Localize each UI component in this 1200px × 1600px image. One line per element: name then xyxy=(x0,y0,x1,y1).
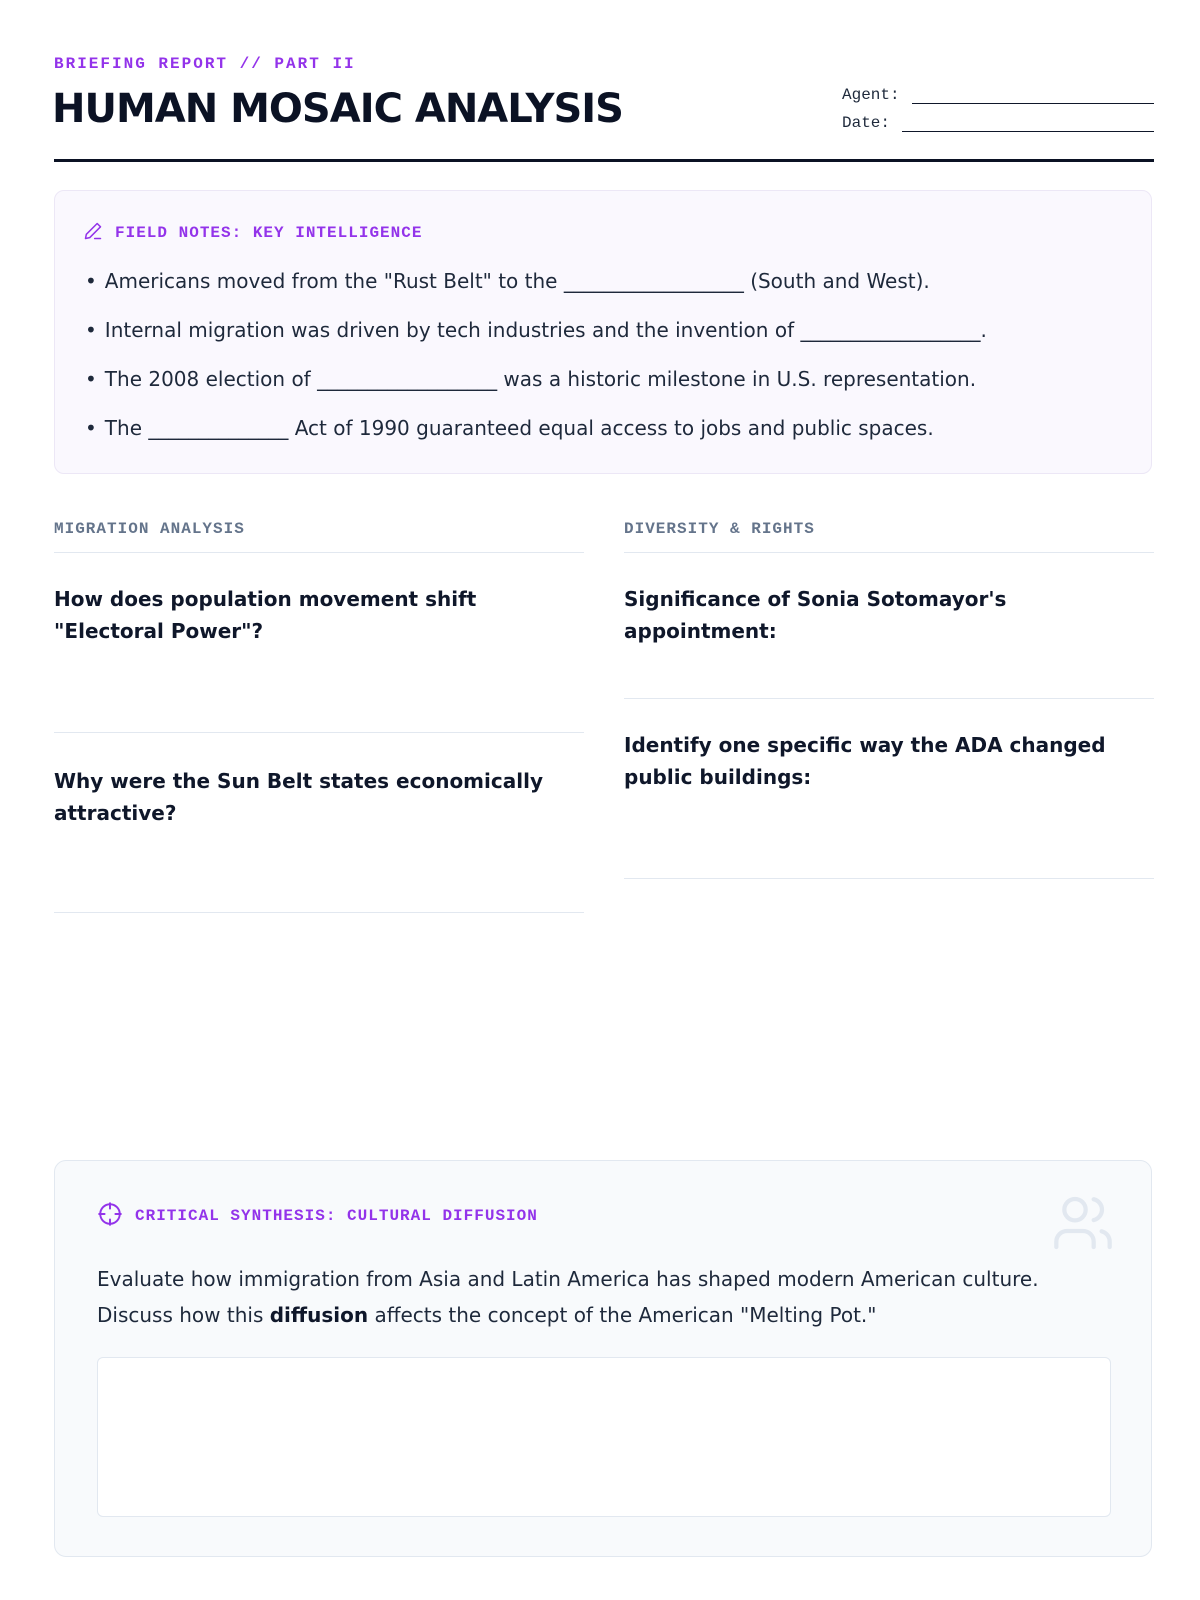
prompt-text-end: affects the concept of the American "Melting Pot." xyxy=(368,1303,877,1327)
field-note-text: Americans moved from the "Rust Belt" to the __________________ (South and West). xyxy=(104,269,930,293)
synthesis-answer-box[interactable] xyxy=(97,1357,1111,1517)
field-notes-header xyxy=(83,221,422,245)
pencil-icon xyxy=(83,221,103,245)
list-item[interactable] xyxy=(85,318,987,367)
critical-synthesis-panel xyxy=(54,1160,1152,1557)
question-text: How does population movement shift "Electoral Power"? xyxy=(54,587,477,643)
list-item[interactable] xyxy=(85,367,987,416)
question-ada[interactable] xyxy=(624,699,1154,879)
question-sun-belt[interactable] xyxy=(54,733,584,913)
bullet: • xyxy=(85,318,97,342)
field-notes-heading: FIELD NOTES: KEY INTELLIGENCE xyxy=(115,224,423,242)
date-field xyxy=(842,114,1154,132)
diversity-rights-column xyxy=(624,520,1154,879)
list-item[interactable] xyxy=(85,416,987,465)
report-kicker: BRIEFING REPORT // PART II xyxy=(54,55,356,73)
field-notes-list xyxy=(85,269,987,465)
synthesis-heading: CRITICAL SYNTHESIS: CULTURAL DIFFUSION xyxy=(135,1207,538,1225)
question-electoral-power[interactable] xyxy=(54,553,584,733)
agent-field xyxy=(842,86,1154,104)
migration-heading: MIGRATION ANALYSIS xyxy=(54,520,584,553)
bullet: • xyxy=(85,269,97,293)
field-note-text: The ______________ Act of 1990 guaranteed equal access to jobs and public spaces. xyxy=(104,416,934,440)
date-blank-line[interactable] xyxy=(902,117,1154,132)
question-sotomayor[interactable] xyxy=(624,553,1154,699)
date-label: Date: xyxy=(842,114,891,132)
agent-label: Agent: xyxy=(842,86,900,104)
question-text: Significance of Sonia Sotomayor's appointment: xyxy=(624,587,1007,643)
field-notes-panel xyxy=(54,190,1152,474)
list-item[interactable] xyxy=(85,269,987,318)
question-text: Identify one specific way the ADA changed public buildings: xyxy=(624,733,1106,789)
diversity-heading: DIVERSITY & RIGHTS xyxy=(624,520,1154,553)
synthesis-header xyxy=(97,1201,538,1231)
prompt-text-start: Evaluate how immigration from Asia and Latin America has shaped modern American culture. Discuss how this xyxy=(97,1267,1039,1327)
bullet: • xyxy=(85,367,97,391)
field-note-text: The 2008 election of __________________ was a historic milestone in U.S. representation. xyxy=(104,367,977,391)
page-title: HUMAN MOSAIC ANALYSIS xyxy=(52,86,623,132)
crosshair-icon xyxy=(97,1201,123,1231)
users-icon xyxy=(1051,1191,1115,1259)
agent-blank-line[interactable] xyxy=(912,89,1154,104)
prompt-emphasis: diffusion xyxy=(269,1303,369,1327)
field-note-text: Internal migration was driven by tech industries and the invention of __________________. xyxy=(104,318,987,342)
migration-analysis-column xyxy=(54,520,584,913)
question-text: Why were the Sun Belt states economically attractive? xyxy=(54,769,543,825)
bullet: • xyxy=(85,416,97,440)
header-divider xyxy=(54,159,1154,162)
synthesis-prompt xyxy=(97,1261,1107,1333)
